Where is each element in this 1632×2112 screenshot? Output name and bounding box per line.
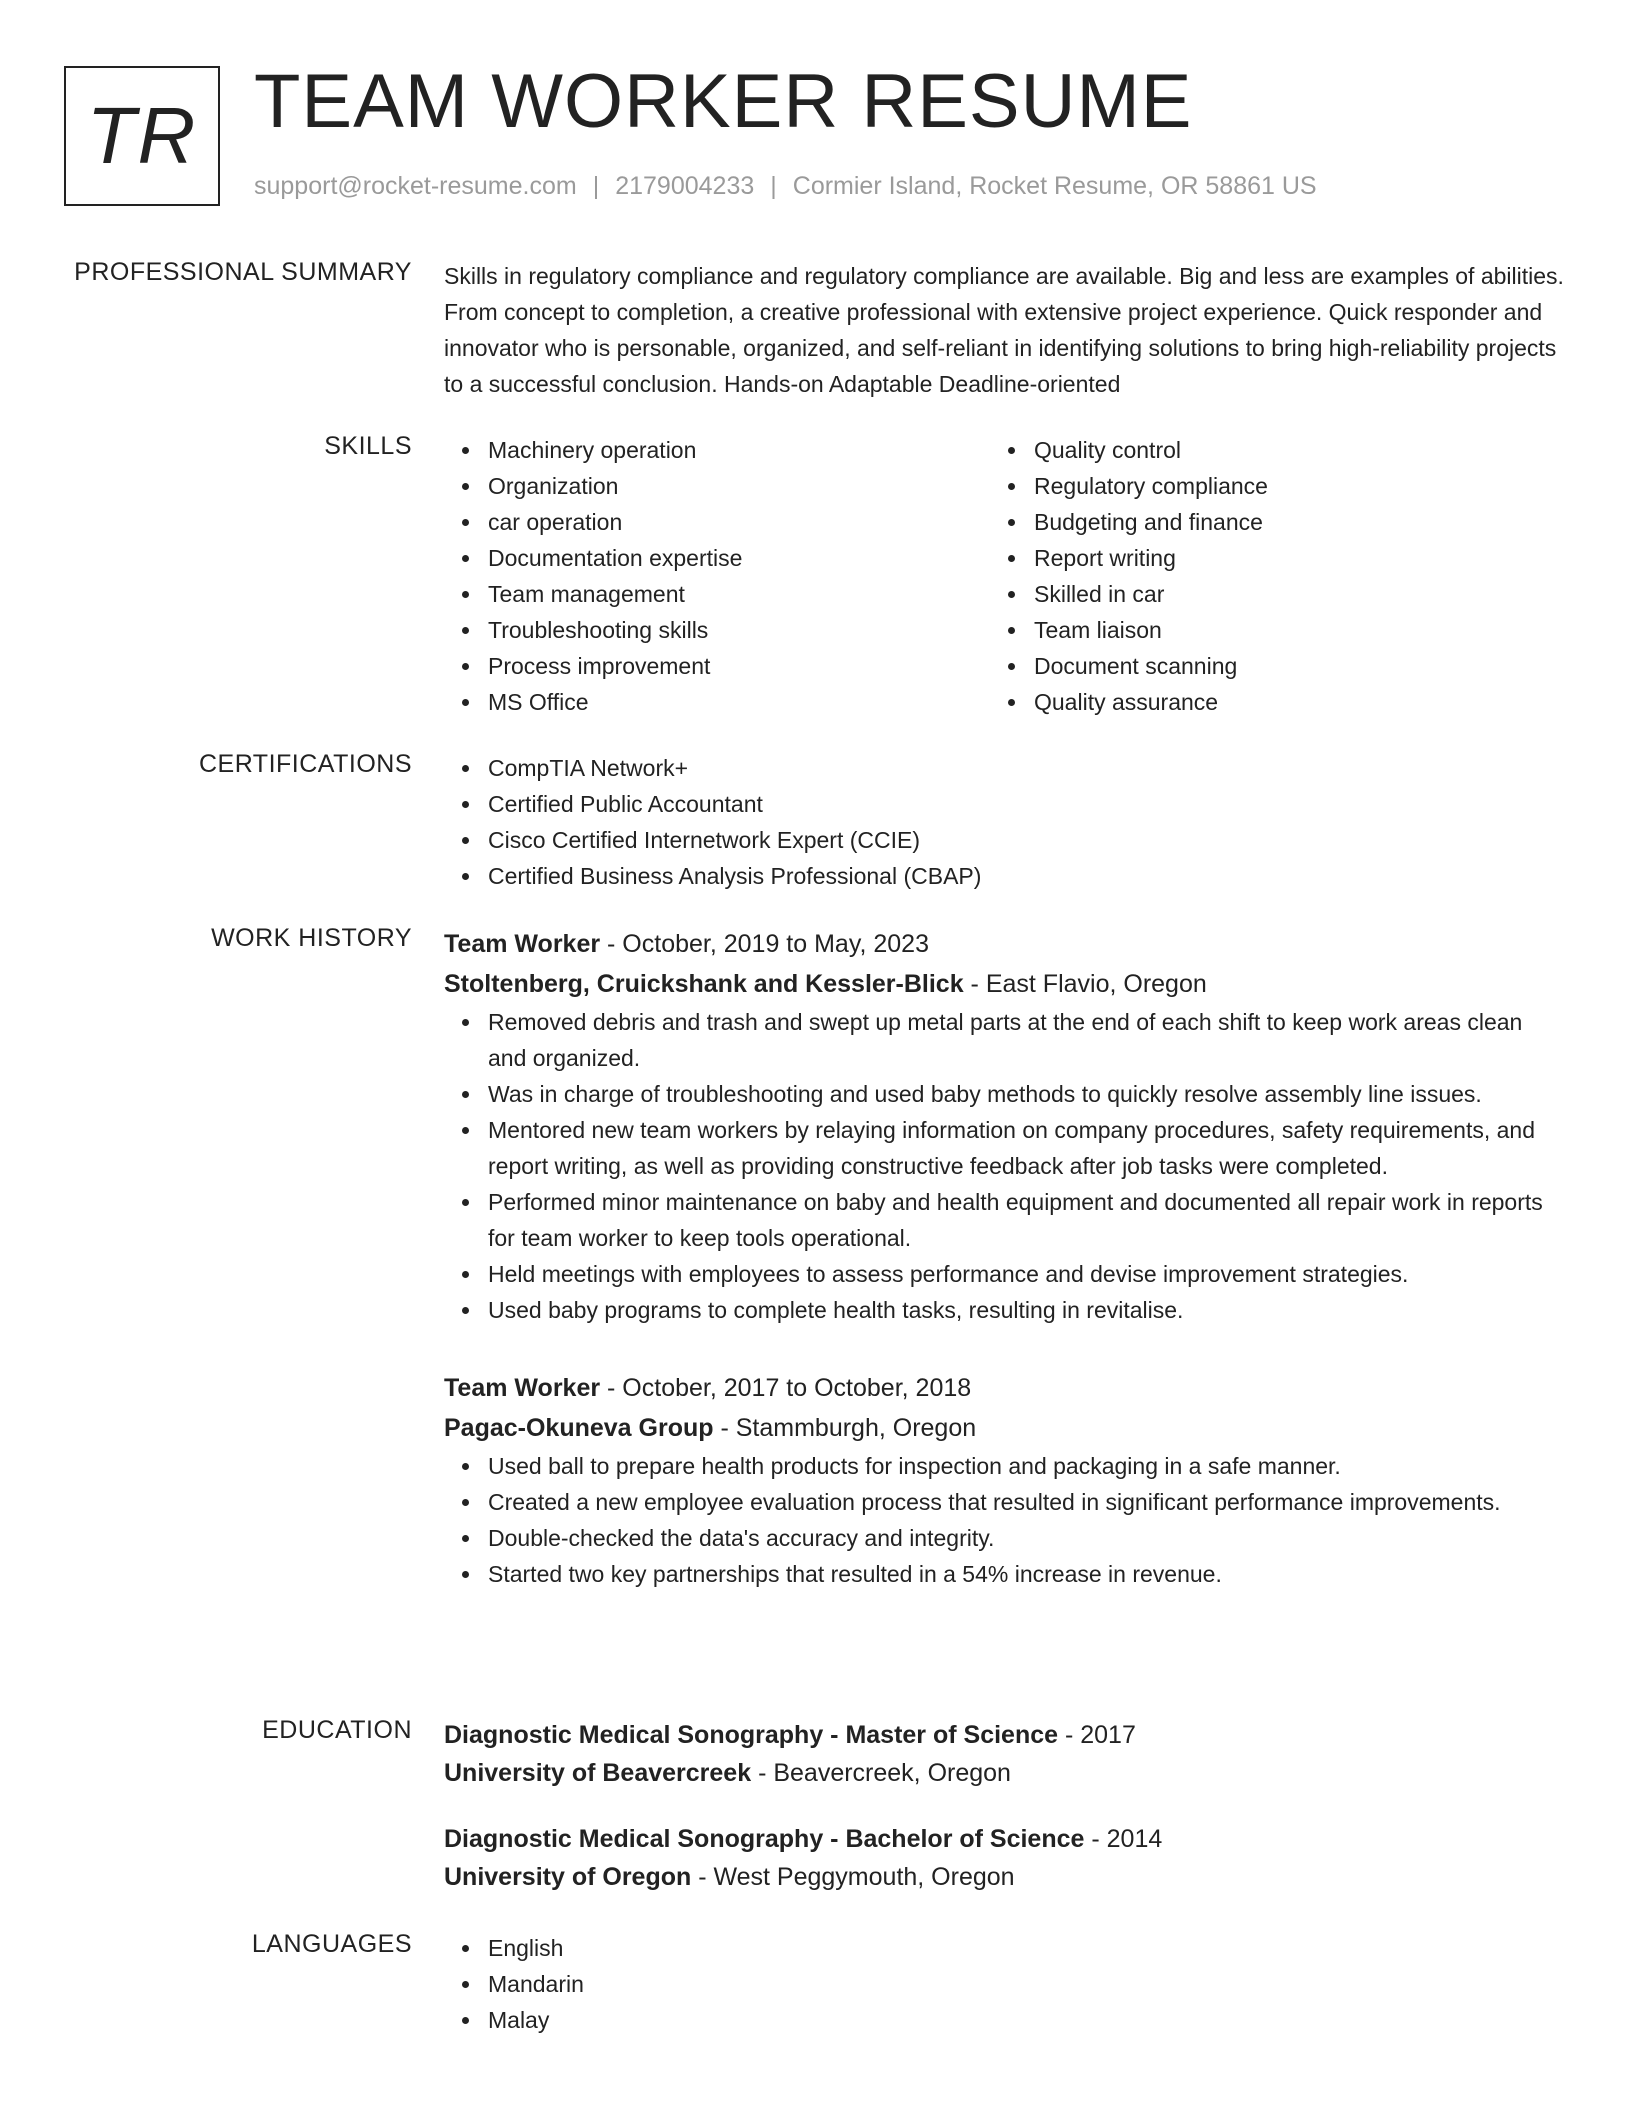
job-duty-item: Double-checked the data's accuracy and integrity. [444,1520,1564,1556]
skills-list-right [990,432,1536,720]
certification-item: CompTIA Network+ [444,750,1564,786]
language-item: Mandarin [444,1966,1564,2002]
skills-body [444,432,1564,720]
job-duty-item: Performed minor maintenance on baby and health equipment and documented all repair work in reports for team worker to keep tools operational. [444,1184,1564,1256]
contact-phone[interactable]: 2179004233 [615,172,755,200]
skill-item: Troubleshooting skills [444,612,990,648]
language-item: Malay [444,2002,1564,2038]
skill-item: Skilled in car [990,576,1536,612]
education-entry [444,1820,1564,1896]
skill-item: Team liaison [990,612,1536,648]
skill-item: Document scanning [990,648,1536,684]
job-duty-item: Held meetings with employees to assess performance and devise improvement strategies. [444,1256,1564,1292]
contact-line [254,172,1317,201]
certifications-list [444,750,1564,894]
job-company-line [444,964,1564,1004]
language-item: English [444,1930,1564,1966]
contact-address: Cormier Island, Rocket Resume, OR 58861 US [792,172,1317,200]
job-location: - East Flavio, Oregon [963,970,1207,998]
job-duty-item: Created a new employee evaluation process that resulted in significant performance improvements. [444,1484,1564,1520]
job-entry [444,924,1564,1328]
skill-item: Machinery operation [444,432,990,468]
monogram-badge: TR [64,66,220,206]
skill-item: Process improvement [444,648,990,684]
skill-item: MS Office [444,684,990,720]
education-entry [444,1716,1564,1792]
education-location: - Beavercreek, Oregon [751,1759,1011,1787]
resume-header [64,59,1564,212]
job-duty-item: Started two key partnerships that resulted in a 54% increase in revenue. [444,1556,1564,1592]
skill-item: Organization [444,468,990,504]
languages-list [444,1930,1564,2038]
skill-item: Quality assurance [990,684,1536,720]
education-location: - West Peggymouth, Oregon [691,1863,1015,1891]
job-title: Team Worker [444,1374,601,1402]
contact-separator: | [770,172,777,200]
job-duties-list [444,1448,1564,1592]
skill-item: Report writing [990,540,1536,576]
education-school: University of Oregon [444,1863,692,1891]
certifications-body [444,750,1564,894]
job-company: Stoltenberg, Cruickshank and Kessler-Blick [444,970,964,998]
section-label-skills: SKILLS [324,432,412,460]
job-duty-item: Used ball to prepare health products for inspection and packaging in a safe manner. [444,1448,1564,1484]
contact-separator: | [592,172,600,200]
page-title: TEAM WORKER RESUME [254,59,1193,144]
section-label-education: EDUCATION [262,1716,412,1744]
education-degree-line [444,1820,1564,1858]
job-entry [444,1368,1564,1592]
section-label-summary: PROFESSIONAL SUMMARY [74,258,412,286]
job-dates: - October, 2017 to October, 2018 [600,1374,972,1402]
contact-email[interactable]: support@rocket-resume.com [254,172,577,200]
section-label-work-history: WORK HISTORY [211,924,412,952]
skill-item: Documentation expertise [444,540,990,576]
section-label-languages: LANGUAGES [251,1930,412,1958]
summary-body [444,258,1564,402]
education-school-line [444,1858,1564,1896]
section-label-certifications: CERTIFICATIONS [198,750,412,778]
skill-item: car operation [444,504,990,540]
education-year: - 2014 [1084,1825,1163,1853]
summary-text: Skills in regulatory compliance and regulatory compliance are available. Big and less are examples of abilities. From concept to completion, a creative professional with extensive project experience. Quick responder and innovator who is personable, organized, and self-reliant in identifying solutions to bring high-reliability projects to a successful conclusion. Hands-on Adaptable Deadline-oriented [444,263,1564,397]
job-title: Team Worker [444,930,601,958]
job-duty-item: Used baby programs to complete health tasks, resulting in revitalise. [444,1292,1564,1328]
job-duty-item: Removed debris and trash and swept up metal parts at the end of each shift to keep work areas clean and organized. [444,1004,1564,1076]
education-degree: Diagnostic Medical Sonography - Master of Science [444,1721,1059,1749]
education-degree: Diagnostic Medical Sonography - Bachelor of Science [444,1825,1085,1853]
education-degree-line [444,1716,1564,1754]
skill-item: Quality control [990,432,1536,468]
skill-item: Team management [444,576,990,612]
education-body [444,1716,1564,1924]
job-company: Pagac-Okuneva Group [444,1414,714,1442]
skill-item: Regulatory compliance [990,468,1536,504]
education-year: - 2017 [1058,1721,1136,1749]
work-history-body [444,924,1564,1632]
job-location: - Stammburgh, Oregon [713,1414,977,1442]
skills-list-left [444,432,990,720]
job-duty-item: Mentored new team workers by relaying information on company procedures, safety requirements, and report writing, as well as providing constructive feedback after job tasks were completed. [444,1112,1564,1184]
languages-body [444,1930,1564,2038]
certification-item: Certified Business Analysis Professional (CBAP) [444,858,1564,894]
job-dates: - October, 2019 to May, 2023 [600,930,929,958]
job-duty-item: Was in charge of troubleshooting and used baby methods to quickly resolve assembly line issues. [444,1076,1564,1112]
job-title-line [444,924,1564,964]
education-school: University of Beavercreek [444,1759,752,1787]
job-duties-list [444,1004,1564,1328]
certification-item: Cisco Certified Internetwork Expert (CCIE) [444,822,1564,858]
education-school-line [444,1754,1564,1792]
job-title-line [444,1368,1564,1408]
certification-item: Certified Public Accountant [444,786,1564,822]
skill-item: Budgeting and finance [990,504,1536,540]
job-company-line [444,1408,1564,1448]
